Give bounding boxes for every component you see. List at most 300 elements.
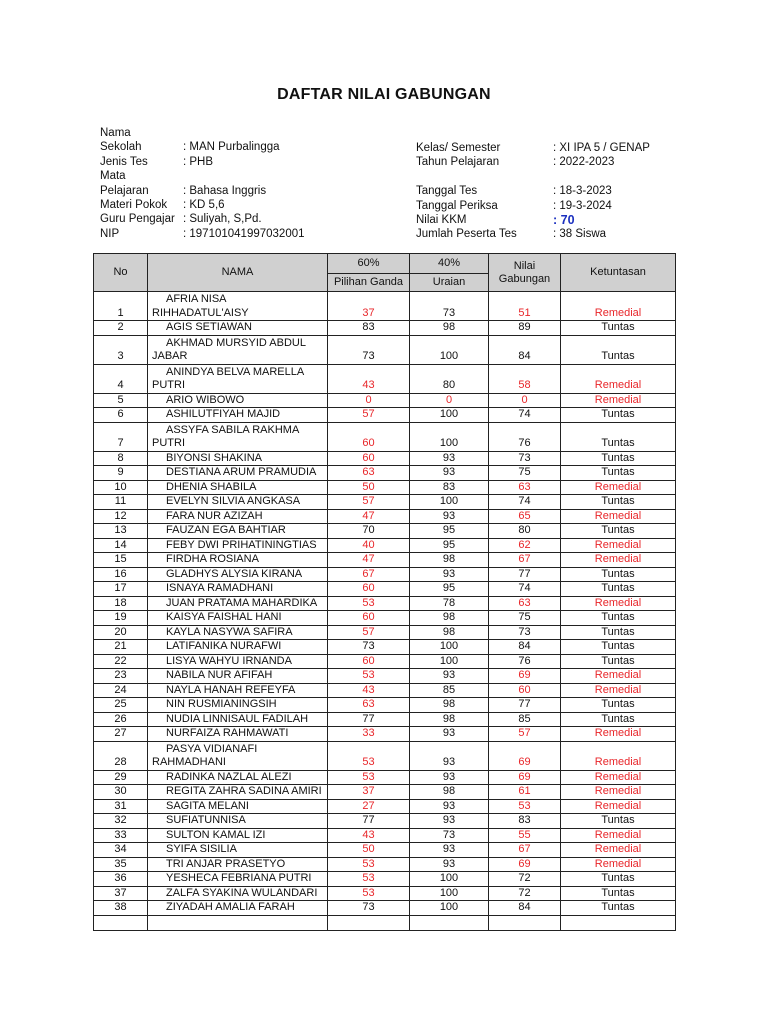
info-row [100,227,400,241]
info-label: Pelajaran [100,184,149,197]
cell-no: 9 [94,466,148,481]
cell-nama: NUDIA LINNISAUL FADILAH [148,712,328,727]
table-row [94,741,676,770]
info-label: Materi Pokok [100,198,168,211]
cell-ketuntasan: Remedial [561,669,676,684]
cell-no: 34 [94,843,148,858]
header-ketuntasan: Ketuntasan [561,254,676,292]
cell-nilai-gabungan: 72 [489,872,561,887]
name-line-1: AFRIA NISA [166,293,227,305]
cell-pilihan-ganda: 47 [328,553,410,568]
table-row [94,509,676,524]
name-line-1: ASSYFA SABILA RAKHMA [166,423,300,436]
cell-nilai-gabungan: 74 [489,495,561,510]
info-value: : 70 [553,212,575,227]
cell-uraian: 100 [410,640,489,655]
cell-ketuntasan: Remedial [561,292,676,321]
cell-pilihan-ganda: 57 [328,625,410,640]
cell-nama [148,292,328,321]
cell-pilihan-ganda: 47 [328,509,410,524]
info-value: : 38 Siswa [553,228,607,241]
cell-nilai-gabungan: 77 [489,698,561,713]
cell-uraian: 73 [410,828,489,843]
cell-no: 3 [94,335,148,364]
info-value: : PHB [183,155,214,168]
cell-nilai-gabungan: 69 [489,857,561,872]
table-row [94,582,676,597]
cell-pilihan-ganda: 27 [328,799,410,814]
cell-no: 18 [94,596,148,611]
table-row [94,408,676,423]
cell-nilai-gabungan: 85 [489,712,561,727]
header-pilihan-ganda: Pilihan Ganda [328,274,410,292]
cell-uraian: 98 [410,785,489,800]
cell-no: 25 [94,698,148,713]
cell-no: 17 [94,582,148,597]
cell-ketuntasan: Tuntas [561,698,676,713]
cell-uraian: 93 [410,669,489,684]
cell-nama: KAISYA FAISHAL HANI [148,611,328,626]
cell-nama: FARA NUR AZIZAH [148,509,328,524]
cell-nilai-gabungan: 73 [489,451,561,466]
cell-nama: NAYLA HANAH REFEYFA [148,683,328,698]
cell-ketuntasan: Tuntas [561,886,676,901]
info-label: Guru Pengajar [100,213,175,226]
info-label: Jumlah Peserta Tes [416,228,517,241]
cell-ketuntasan: Tuntas [561,582,676,597]
cell-ketuntasan: Remedial [561,741,676,770]
cell-no: 24 [94,683,148,698]
info-row [416,170,676,184]
cell-no: 21 [94,640,148,655]
name-line-2: RIHHADATUL'AISY [152,306,249,319]
page-title: DAFTAR NILAI GABUNGAN [277,86,491,103]
info-label: Mata [100,170,126,183]
cell-no: 27 [94,727,148,742]
cell-nama: JUAN PRATAMA MAHARDIKA [148,596,328,611]
cell-uraian: 98 [410,712,489,727]
cell-no: 19 [94,611,148,626]
cell-nilai-gabungan: 75 [489,466,561,481]
cell-empty [410,915,489,930]
cell-no: 12 [94,509,148,524]
cell-uraian: 93 [410,799,489,814]
cell-nilai-gabungan: 0 [489,393,561,408]
table-row [94,799,676,814]
cell-pilihan-ganda: 53 [328,770,410,785]
cell-no: 32 [94,814,148,829]
cell-empty [328,915,410,930]
table-row [94,321,676,336]
name-line-2: RAHMADHANI [152,756,226,768]
cell-nama: YESHECA FEBRIANA PUTRI [148,872,328,887]
cell-pilihan-ganda: 43 [328,828,410,843]
cell-nama: NABILA NUR AFIFAH [148,669,328,684]
cell-ketuntasan: Tuntas [561,451,676,466]
cell-uraian: 85 [410,683,489,698]
table-row [94,292,676,321]
cell-no: 13 [94,524,148,539]
cell-ketuntasan: Tuntas [561,654,676,669]
info-row [100,212,400,226]
cell-ketuntasan: Tuntas [561,495,676,510]
cell-nilai-gabungan: 89 [489,321,561,336]
info-value: : Suliyah, S,Pd. [183,213,262,226]
cell-nilai-gabungan: 53 [489,799,561,814]
cell-nilai-gabungan: 77 [489,567,561,582]
cell-nilai-gabungan: 65 [489,509,561,524]
cell-uraian: 93 [410,451,489,466]
table-row [94,335,676,364]
table-row [94,625,676,640]
info-label: Jenis Tes [100,155,148,168]
info-value: : 197101041997032001 [183,227,305,240]
cell-uraian: 95 [410,582,489,597]
table-row [94,886,676,901]
cell-nilai-gabungan: 84 [489,901,561,916]
table-row [94,466,676,481]
cell-nilai-gabungan: 51 [489,292,561,321]
cell-pilihan-ganda: 60 [328,582,410,597]
info-row [100,140,400,154]
table-row [94,567,676,582]
cell-ketuntasan: Remedial [561,799,676,814]
cell-pilihan-ganda: 53 [328,872,410,887]
cell-empty [94,915,148,930]
cell-ketuntasan: Tuntas [561,524,676,539]
cell-empty [489,915,561,930]
cell-nilai-gabungan: 80 [489,524,561,539]
info-row [416,184,676,198]
table-row [94,770,676,785]
cell-ketuntasan: Tuntas [561,466,676,481]
cell-pilihan-ganda: 53 [328,886,410,901]
cell-nama: SYIFA SISILIA [148,843,328,858]
cell-empty [561,915,676,930]
cell-ketuntasan: Remedial [561,843,676,858]
table-row [94,698,676,713]
table-row [94,553,676,568]
info-value: : XI IPA 5 / GENAP [553,142,650,154]
info-label: Nama [100,127,131,139]
cell-nama [148,335,328,364]
cell-ketuntasan: Remedial [561,538,676,553]
cell-nilai-gabungan: 75 [489,611,561,626]
table-row [94,727,676,742]
cell-nilai-gabungan: 72 [489,886,561,901]
table-row [94,538,676,553]
cell-nilai-gabungan: 76 [489,654,561,669]
info-row [100,184,400,198]
cell-no: 16 [94,567,148,582]
cell-uraian: 100 [410,495,489,510]
cell-nama: TRI ANJAR PRASETYO [148,857,328,872]
cell-uraian: 98 [410,321,489,336]
cell-nama: RADINKA NAZLAL ALEZI [148,770,328,785]
table-row-empty [94,915,676,930]
cell-pilihan-ganda: 50 [328,843,410,858]
cell-pilihan-ganda: 53 [328,741,410,770]
cell-nilai-gabungan: 62 [489,538,561,553]
table-row [94,669,676,684]
table-row [94,422,676,451]
cell-no: 35 [94,857,148,872]
cell-ketuntasan: Tuntas [561,335,676,364]
cell-nilai-gabungan: 57 [489,727,561,742]
cell-ketuntasan: Tuntas [561,872,676,887]
cell-ketuntasan: Remedial [561,785,676,800]
cell-no: 31 [94,799,148,814]
cell-uraian: 93 [410,770,489,785]
cell-pilihan-ganda: 0 [328,393,410,408]
name-line-2: PUTRI [152,379,185,391]
cell-nama: NURFAIZA RAHMAWATI [148,727,328,742]
cell-pilihan-ganda: 53 [328,669,410,684]
table-row [94,596,676,611]
cell-no: 23 [94,669,148,684]
cell-empty [148,915,328,930]
info-row [100,126,400,140]
cell-nilai-gabungan: 67 [489,553,561,568]
cell-uraian: 95 [410,524,489,539]
cell-ketuntasan: Tuntas [561,640,676,655]
info-label: Nilai KKM [416,213,467,226]
cell-pilihan-ganda: 33 [328,727,410,742]
info-value: : KD 5,6 [183,198,225,211]
cell-uraian: 73 [410,292,489,321]
info-row [100,169,400,183]
cell-no: 20 [94,625,148,640]
cell-pilihan-ganda: 53 [328,857,410,872]
table-row [94,654,676,669]
cell-nilai-gabungan: 83 [489,814,561,829]
cell-no: 11 [94,495,148,510]
info-label: Tahun Pelajaran [416,156,500,169]
cell-ketuntasan: Tuntas [561,321,676,336]
cell-no: 26 [94,712,148,727]
cell-uraian: 93 [410,727,489,742]
cell-no: 7 [94,422,148,451]
cell-uraian: 93 [410,567,489,582]
info-row [416,227,676,241]
cell-uraian: 100 [410,872,489,887]
table-row [94,828,676,843]
header-uraian-weight: 40% [410,254,489,274]
table-row [94,683,676,698]
cell-uraian: 100 [410,335,489,364]
cell-ketuntasan: Tuntas [561,901,676,916]
name-line-1: PASYA VIDIANAFI [166,742,258,755]
cell-nama: FAUZAN EGA BAHTIAR [148,524,328,539]
cell-no: 37 [94,886,148,901]
info-row [416,199,676,213]
cell-pilihan-ganda: 43 [328,364,410,393]
cell-uraian: 100 [410,654,489,669]
name-line-2: PUTRI [152,437,185,449]
name-line-1: ANINDYA BELVA MARELLA [166,365,305,378]
cell-nilai-gabungan: 76 [489,422,561,451]
cell-uraian: 98 [410,611,489,626]
cell-pilihan-ganda: 57 [328,408,410,423]
cell-nilai-gabungan: 58 [489,364,561,393]
cell-nama: SULTON KAMAL IZI [148,828,328,843]
cell-pilihan-ganda: 73 [328,901,410,916]
cell-uraian: 93 [410,466,489,481]
cell-ketuntasan: Tuntas [561,611,676,626]
info-label: NIP [100,227,120,240]
cell-no: 33 [94,828,148,843]
cell-nilai-gabungan: 63 [489,480,561,495]
cell-uraian: 100 [410,901,489,916]
cell-uraian: 98 [410,625,489,640]
cell-ketuntasan: Tuntas [561,814,676,829]
cell-pilihan-ganda: 70 [328,524,410,539]
cell-uraian: 80 [410,364,489,393]
info-row [100,155,400,169]
header-no: No [94,254,148,292]
cell-nama [148,422,328,451]
cell-nama: LATIFANIKA NURAFWI [148,640,328,655]
cell-ketuntasan: Remedial [561,480,676,495]
table-row [94,393,676,408]
cell-nama: ASHILUTFIYAH MAJID [148,408,328,423]
cell-nilai-gabungan: 74 [489,582,561,597]
cell-ketuntasan: Remedial [561,553,676,568]
cell-no: 10 [94,480,148,495]
cell-no: 1 [94,292,148,321]
cell-no: 15 [94,553,148,568]
cell-uraian: 100 [410,422,489,451]
cell-no: 14 [94,538,148,553]
cell-nilai-gabungan: 60 [489,683,561,698]
info-row [416,155,676,169]
cell-ketuntasan: Remedial [561,393,676,408]
info-label: Kelas/ Semester [416,142,501,154]
grades-table [93,253,676,931]
cell-uraian: 93 [410,857,489,872]
cell-nilai-gabungan: 69 [489,770,561,785]
header-nilai-gabungan: Nilai Gabungan [489,254,561,292]
cell-pilihan-ganda: 53 [328,596,410,611]
name-line-2: JABAR [152,350,188,362]
cell-nama: EVELYN SILVIA ANGKASA [148,495,328,510]
cell-pilihan-ganda: 83 [328,321,410,336]
cell-uraian: 83 [410,480,489,495]
cell-no: 4 [94,364,148,393]
cell-pilihan-ganda: 37 [328,785,410,800]
name-line-1: AKHMAD MURSYID ABDUL [166,336,306,349]
info-label: Sekolah [100,141,142,154]
cell-nilai-gabungan: 55 [489,828,561,843]
cell-nilai-gabungan: 67 [489,843,561,858]
info-left [100,126,400,241]
cell-nilai-gabungan: 61 [489,785,561,800]
info-label: Tanggal Tes [416,185,478,198]
info-value: : MAN Purbalingga [183,141,280,154]
cell-ketuntasan: Tuntas [561,712,676,727]
table-row [94,480,676,495]
cell-nama [148,364,328,393]
cell-pilihan-ganda: 60 [328,611,410,626]
cell-ketuntasan: Remedial [561,828,676,843]
cell-pilihan-ganda: 60 [328,422,410,451]
cell-nama: FEBY DWI PRIHATININGTIAS [148,538,328,553]
cell-nilai-gabungan: 69 [489,669,561,684]
table-row [94,843,676,858]
cell-ketuntasan: Remedial [561,683,676,698]
cell-nama: ZALFA SYAKINA WULANDARI [148,886,328,901]
cell-uraian: 93 [410,741,489,770]
cell-nama: LISYA WAHYU IRNANDA [148,654,328,669]
cell-uraian: 93 [410,843,489,858]
cell-uraian: 100 [410,408,489,423]
table-row [94,785,676,800]
info-right [416,141,676,242]
table-row [94,712,676,727]
header-uraian: Uraian [410,274,489,292]
cell-uraian: 100 [410,886,489,901]
cell-ketuntasan: Remedial [561,727,676,742]
cell-no: 28 [94,741,148,770]
info-label: Tanggal Periksa [416,199,498,212]
cell-nilai-gabungan: 84 [489,640,561,655]
cell-pilihan-ganda: 77 [328,814,410,829]
cell-nama: ZIYADAH AMALIA FARAH [148,901,328,916]
cell-uraian: 93 [410,509,489,524]
cell-uraian: 0 [410,393,489,408]
header-pg-weight: 60% [328,254,410,274]
cell-nilai-gabungan: 63 [489,596,561,611]
cell-ketuntasan: Remedial [561,857,676,872]
cell-uraian: 93 [410,814,489,829]
table-body [94,292,676,931]
cell-nama: FIRDHA ROSIANA [148,553,328,568]
info-row [416,141,676,155]
table-row [94,901,676,916]
table-row [94,857,676,872]
cell-pilihan-ganda: 67 [328,567,410,582]
cell-pilihan-ganda: 57 [328,495,410,510]
cell-no: 2 [94,321,148,336]
table-row [94,814,676,829]
cell-pilihan-ganda: 43 [328,683,410,698]
cell-nama: SUFIATUNNISA [148,814,328,829]
cell-nama: ARIO WIBOWO [148,393,328,408]
cell-nama: DESTIANA ARUM PRAMUDIA [148,466,328,481]
cell-ketuntasan: Tuntas [561,567,676,582]
cell-no: 22 [94,654,148,669]
cell-nama [148,741,328,770]
cell-nama: AGIS SETIAWAN [148,321,328,336]
cell-no: 29 [94,770,148,785]
cell-no: 6 [94,408,148,423]
cell-pilihan-ganda: 60 [328,654,410,669]
cell-pilihan-ganda: 37 [328,292,410,321]
cell-ketuntasan: Tuntas [561,625,676,640]
cell-no: 30 [94,785,148,800]
info-value: : 18-3-2023 [553,185,612,198]
cell-no: 5 [94,393,148,408]
cell-nilai-gabungan: 84 [489,335,561,364]
info-row [416,213,676,227]
cell-pilihan-ganda: 50 [328,480,410,495]
cell-uraian: 78 [410,596,489,611]
cell-nama: NIN RUSMIANINGSIH [148,698,328,713]
header-nama: NAMA [148,254,328,292]
cell-pilihan-ganda: 73 [328,335,410,364]
cell-nama: ISNAYA RAMADHANI [148,582,328,597]
table-row [94,495,676,510]
